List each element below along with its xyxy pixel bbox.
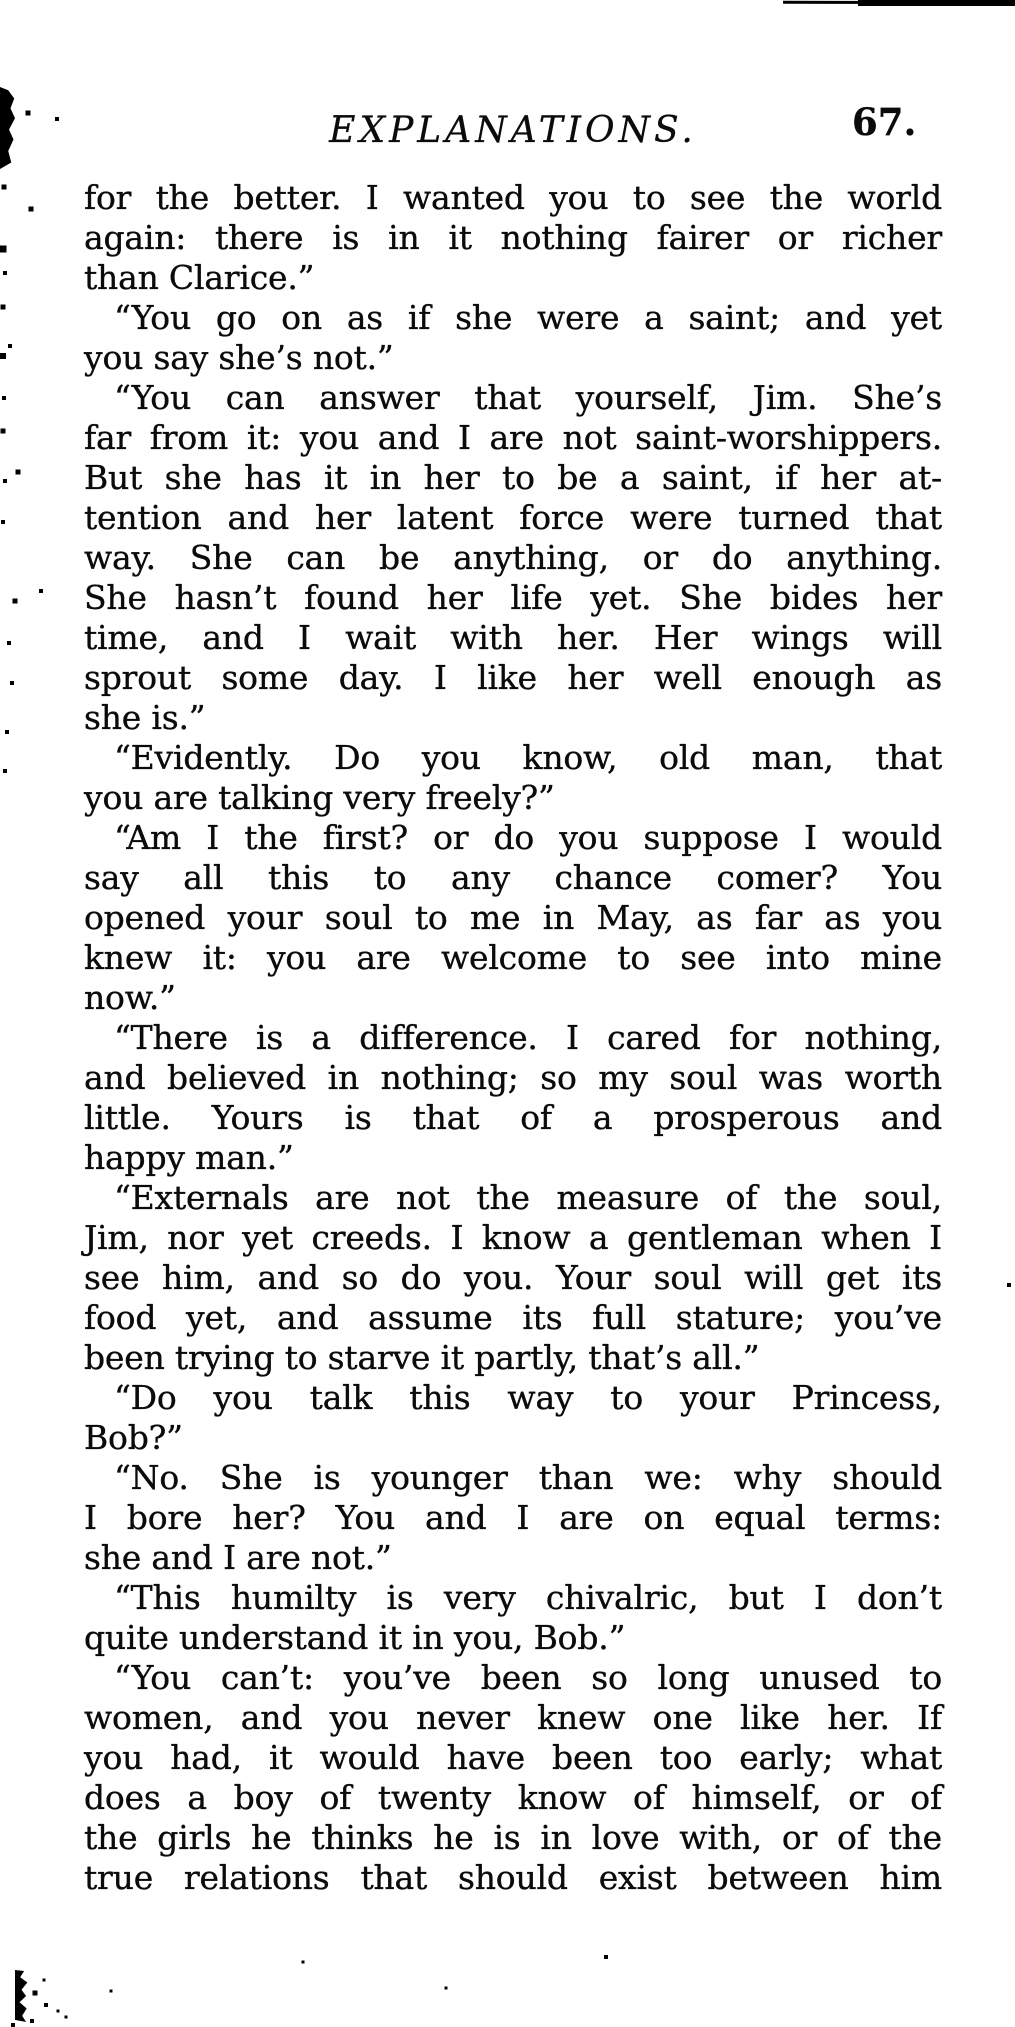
text-line: knew it: you are welcome to see into mine	[84, 938, 942, 977]
text-line: Bob?”	[84, 1418, 183, 1457]
text-line: time, and I wait with her. Her wings will	[84, 618, 942, 657]
scan-speckles	[0, 0, 2, 2]
text-line: does a boy of twenty know of himself, or of	[84, 1778, 942, 1817]
text-line: “This humilty is very chivalric, but I don’t	[114, 1578, 942, 1617]
text-line: than Clarice.”	[84, 258, 315, 297]
text-line: “Am I the first? or do you suppose I would	[114, 818, 942, 857]
text-line: again: there is in it nothing fairer or richer	[84, 218, 942, 257]
text-line: you had, it would have been too early; what	[84, 1738, 942, 1777]
text-line: been trying to starve it partly, that’s all.”	[84, 1338, 760, 1377]
text-line: true relations that should exist between him	[84, 1858, 942, 1897]
text-line: “There is a difference. I cared for nothing,	[114, 1018, 942, 1057]
text-line: for the better. I wanted you to see the world	[84, 178, 942, 217]
text-line: she and I are not.”	[84, 1538, 392, 1577]
text-line: women, and you never knew one like her. If	[84, 1698, 942, 1737]
text-line: see him, and so do you. Your soul will get its	[84, 1258, 942, 1297]
text-line: “You go on as if she were a saint; and yet	[114, 298, 942, 337]
text-line: “You can’t: you’ve been so long unused to	[114, 1658, 942, 1697]
text-line: and believed in nothing; so my soul was worth	[84, 1058, 942, 1097]
scan-bar-top-right-thick	[858, 0, 1015, 6]
text-line: now.”	[84, 978, 176, 1017]
text-line: opened your soul to me in May, as far as you	[84, 898, 942, 937]
text-line: tention and her latent force were turned that	[84, 498, 942, 537]
text-line: little. Yours is that of a prosperous and	[84, 1098, 942, 1137]
text-line: the girls he thinks he is in love with, or of the	[84, 1818, 942, 1857]
text-line: “Do you talk this way to your Princess,	[114, 1378, 942, 1417]
text-line: way. She can be anything, or do anything.	[84, 538, 942, 577]
scan-bar-top-right	[783, 1, 1015, 5]
page-number: 67.	[852, 100, 917, 144]
text-line: Jim, nor yet creeds. I know a gentleman when I	[84, 1218, 942, 1257]
text-line: “You can answer that yourself, Jim. She’s	[114, 378, 942, 417]
text-line: happy man.”	[84, 1138, 294, 1177]
text-line: you say she’s not.”	[84, 338, 394, 377]
running-header-title: EXPLANATIONS.	[329, 110, 697, 151]
scan-squiggle-bottom-left	[15, 1970, 28, 2022]
scan-blob-left-margin	[0, 87, 15, 169]
text-line: I bore her? You and I are on equal terms:	[84, 1498, 942, 1537]
text-line: sprout some day. I like her well enough as	[84, 658, 942, 697]
text-line: far from it: you and I are not saint-worshippers.	[84, 418, 942, 457]
text-line: say all this to any chance comer? You	[84, 858, 942, 897]
text-line: food yet, and assume its full stature; you’ve	[84, 1298, 942, 1337]
text-line: But she has it in her to be a saint, if her at-	[84, 458, 942, 497]
text-line: She hasn’t found her life yet. She bides her	[84, 578, 942, 617]
text-line: “Externals are not the measure of the soul,	[114, 1178, 942, 1217]
running-header	[84, 110, 942, 151]
text-block	[84, 178, 942, 1898]
text-line: “Evidently. Do you know, old man, that	[114, 738, 942, 777]
text-line: quite understand it in you, Bob.”	[84, 1618, 626, 1657]
text-line: “No. She is younger than we: why should	[114, 1458, 942, 1497]
text-line: she is.”	[84, 698, 206, 737]
text-line: you are talking very freely?”	[84, 778, 555, 817]
